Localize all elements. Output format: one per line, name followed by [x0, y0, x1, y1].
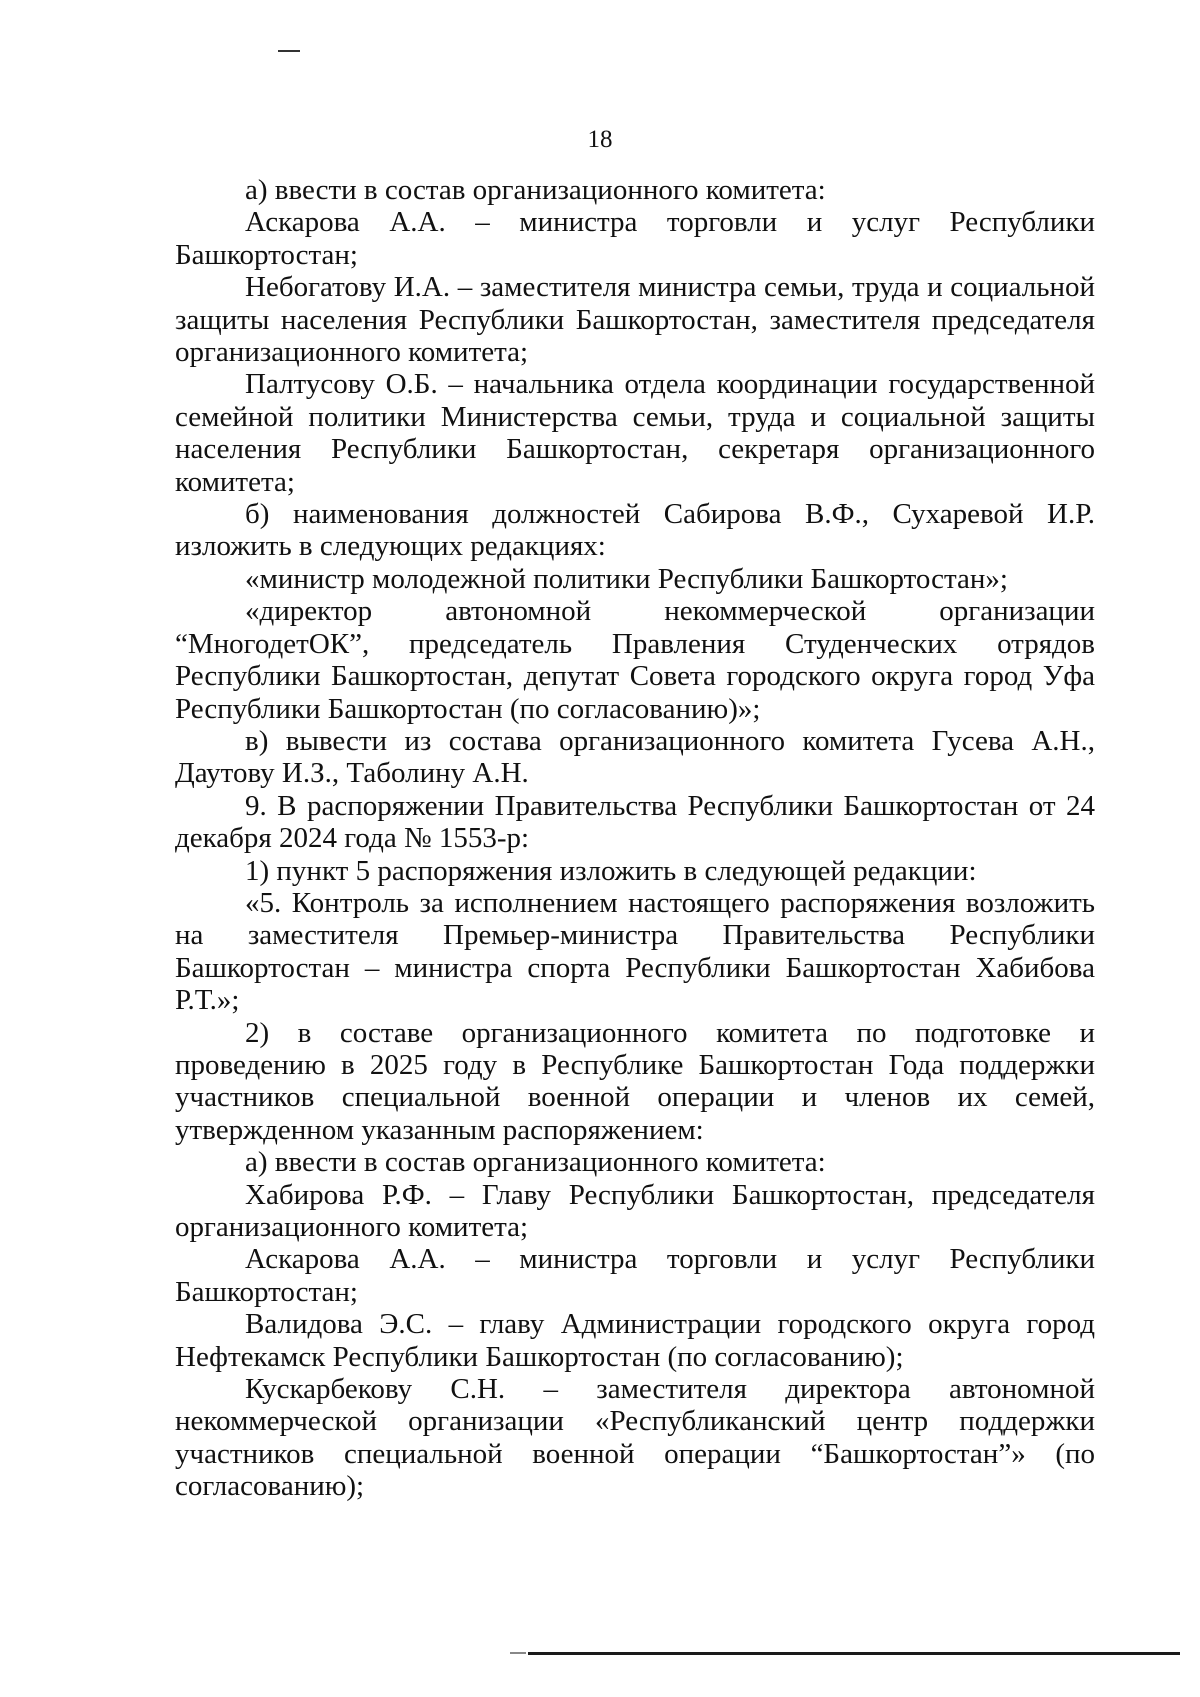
paragraph-kuskarbekova: Кускарбекову С.Н. – заместителя директора автономной некоммерческой организации «Республиканский центр поддержки участников специальной военной операции “Башкортостан”» (по согласованию);: [175, 1373, 1095, 1503]
footer-rule: [528, 1652, 1180, 1655]
document-body: [175, 174, 1095, 1503]
paragraph-item-9: 9. В распоряжении Правительства Республики Башкортостан от 24 декабря 2024 года № 1553-р:: [175, 789, 1095, 855]
paragraph-intro-v: в) вывести из состава организационного комитета Гусева А.Н., Даутову И.З., Таболину А.Н.: [175, 724, 1095, 790]
paragraph-askarov: Аскарова А.А. – министра торговли и услуг Республики Башкортостан;: [175, 206, 1095, 271]
paragraph-intro-a: а) ввести в состав организационного комитета:: [245, 174, 826, 206]
paragraph-director-mnogodetok: «директор автономной некоммерческой организации “МногодетОК”, председатель Правления Студенческих отрядов Республики Башкортостан, депутат Совета городского округа город Уфа Республики Башкортостан (по согласованию)»;: [175, 595, 1095, 725]
paragraph-subitem-1: 1) пункт 5 распоряжения изложить в следующей редакции:: [245, 854, 977, 887]
paragraph-intro-b: б) наименования должностей Сабирова В.Ф., Сухаревой И.Р. изложить в следующих редакциях:: [175, 498, 1095, 563]
paragraph-khabirov: Хабирова Р.Ф. – Главу Республики Башкортостан, председателя организационного комитета;: [175, 1178, 1095, 1243]
scan-mark: [278, 50, 300, 52]
paragraph-nebogatova: Небогатову И.А. – заместителя министра семьи, труда и социальной защиты населения Республики Башкортостан, заместителя председателя организационного комитета;: [175, 271, 1095, 369]
paragraph-validov: Валидова Э.С. – главу Администрации городского округа город Нефтекамск Республики Башкортостан (по согласованию);: [175, 1308, 1095, 1373]
page-number: 18: [587, 126, 613, 153]
paragraph-intro-a-2: а) ввести в состав организационного комитета:: [245, 1146, 826, 1179]
paragraph-control-clause: «5. Контроль за исполнением настоящего распоряжения возложить на заместителя Премьер-министра Правительства Республики Башкортостан – министра спорта Республики Башкортостан Хабибова Р.Т.»;: [175, 886, 1095, 1017]
footer-rule-fragment: [510, 1652, 526, 1654]
paragraph-askarov-2: Аскарова А.А. – министра торговли и услуг Республики Башкортостан;: [175, 1243, 1095, 1308]
paragraph-paltusova: Палтусову О.Б. – начальника отдела координации государственной семейной политики Министерства семьи, труда и социальной защиты населения Республики Башкортостан, секретаря организационного комитета;: [175, 368, 1095, 498]
paragraph-subitem-2: 2) в составе организационного комитета по подготовке и проведению в 2025 году в Республике Башкортостан Года поддержки участников специальной военной операции и членов их семей, утвержденном указанным распоряжением:: [175, 1016, 1095, 1146]
paragraph-minister-youth: «министр молодежной политики Республики Башкортостан»;: [245, 562, 1008, 595]
